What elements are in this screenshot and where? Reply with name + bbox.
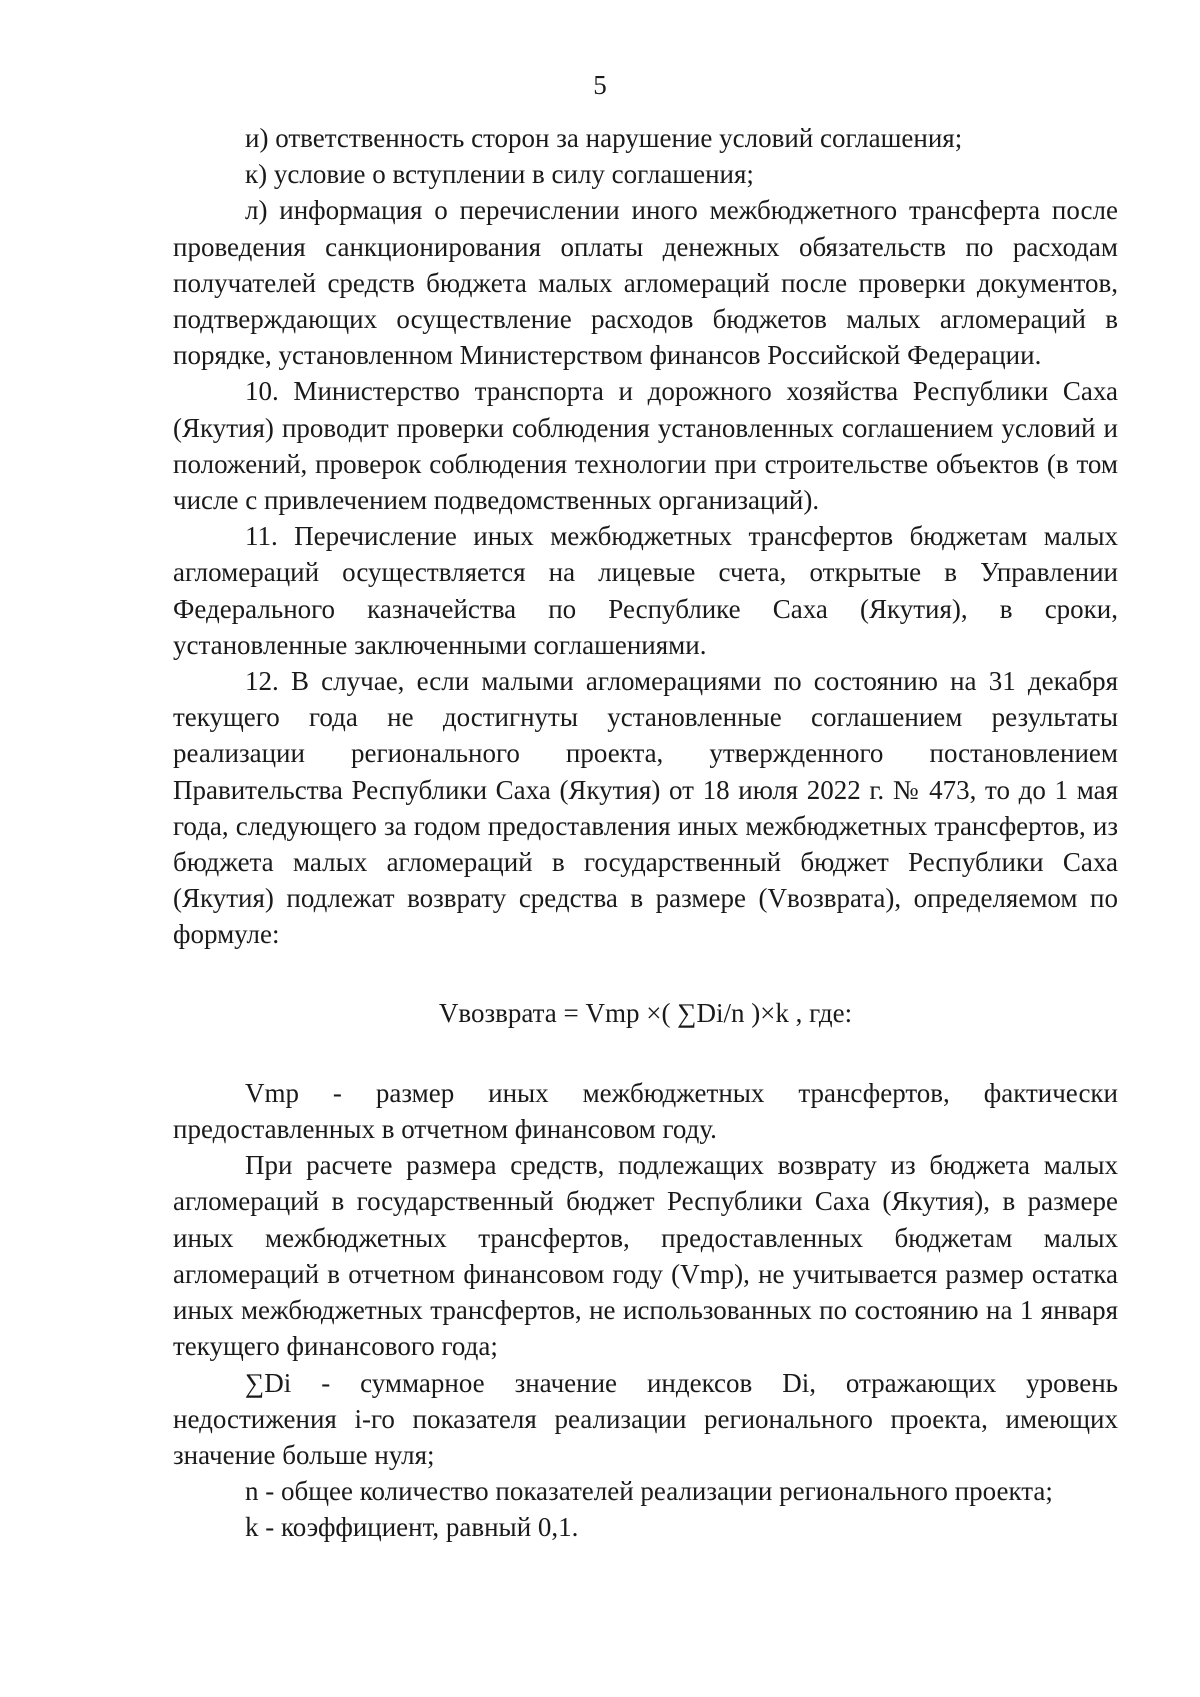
- refund-formula: Vвозврата = Vmp ×( ∑Di/n )×k , где:: [438, 997, 853, 1028]
- paragraph-calculation-note: При расчете размера средств, подлежащих возврату из бюджета малых агломераций в государственный бюджет Республики Саха (Якутия), в размере иных межбюджетных трансфертов, предоставленных бюджетам малых агломераций в отчетном финансовом году (Vmp), не учитывается размер остатка иных межбюджетных трансфертов, не использованных по состоянию на 1 января текущего финансового года;: [173, 1150, 1118, 1362]
- paragraph-clause-11: 11. Перечисление иных межбюджетных трансфертов бюджетам малых агломераций осуществляется на лицевые счета, открытые в Управлении Федерального казначейства по Республике Саха (Якутия), в сроки, установленные заключенными соглашениями.: [173, 521, 1118, 660]
- document-body: [173, 120, 1118, 1546]
- definition-sum-di: ∑Di - суммарное значение индексов Di, отражающих уровень недостижения i-го показателя реализации регионального проекта, имеющих значение больше нуля;: [173, 1367, 1118, 1470]
- definition-vmp: Vmp - размер иных межбюджетных трансфертов, фактически предоставленных в отчетном финансовом году.: [173, 1077, 1118, 1145]
- paragraph-item-i: и) ответственность сторон за нарушение условий соглашения;: [245, 123, 963, 153]
- paragraph-item-l: л) информация о перечислении иного межбюджетного трансферта после проведения санкционирования оплаты денежных обязательств по расходам получателей средств бюджета малых агломераций после проверки документов, подтверждающих осуществление расходов бюджетов малых агломераций в порядке, установленном Министерством финансов Российской Федерации.: [173, 195, 1118, 371]
- paragraph-clause-10: 10. Министерство транспорта и дорожного хозяйства Республики Саха (Якутия) проводит проверки соблюдения установленных соглашением условий и положений, проверок соблюдения технологии при строительстве объектов (в том числе с привлечением подведомственных организаций).: [173, 376, 1118, 516]
- definition-n: n - общее количество показателей реализации регионального проекта;: [245, 1476, 1053, 1507]
- paragraph-clause-12: 12. В случае, если малыми агломерациями по состоянию на 31 декабря текущего года не достигнуты установленные соглашением результаты реализации регионального проекта, утвержденного постановлением Правительства Республики Саха (Якутия) от 18 июля 2022 г. № 473, то до 1 мая года, следующего за годом предоставления иных межбюджетных трансфертов, из бюджета малых агломераций в государственный бюджет Республики Саха (Якутия) подлежат возврату средства в размере (Vвозврата), определяемом по формуле:: [173, 666, 1118, 950]
- paragraph-item-k: к) условие о вступлении в силу соглашения;: [245, 159, 754, 190]
- page-number: 5: [593, 70, 607, 100]
- definition-k: k - коэффициент, равный 0,1.: [245, 1512, 579, 1543]
